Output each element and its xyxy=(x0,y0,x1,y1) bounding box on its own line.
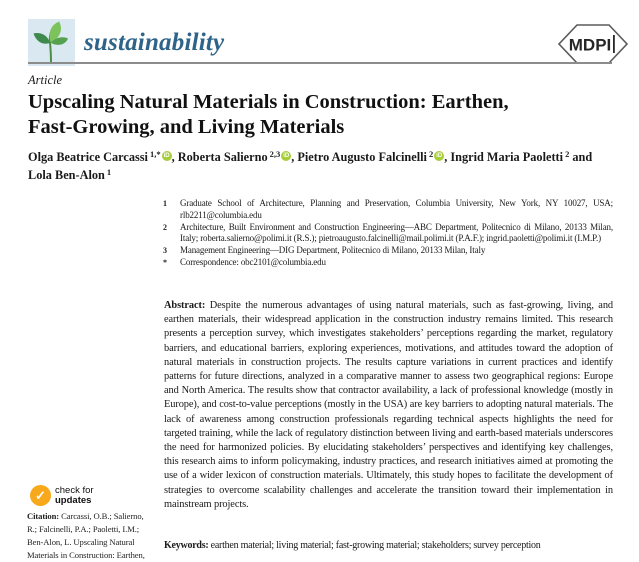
author-name: Ingrid Maria Paoletti xyxy=(450,150,564,164)
author-affiliation-sup: 1,* xyxy=(149,148,161,159)
article-type-label: Article xyxy=(28,73,63,87)
citation-label: Citation: xyxy=(27,511,60,521)
author-name: Roberta Salierno xyxy=(177,150,268,164)
author-affiliation-sup: 2 xyxy=(565,148,570,159)
author-name: Lola Ben-Alon xyxy=(28,168,105,182)
abstract xyxy=(164,299,613,512)
mdpi-logo[interactable] xyxy=(556,23,630,65)
citation-block xyxy=(27,510,154,562)
affiliation-text: Architecture, Built Environment and Construction Engineering—ABC Department, Politecnico di Milano, 20133 Milan, Italy; roberta.salierno@polimi.it (R.S.); pietroaugusto.falcinelli@mail.polimi.it (P.A.F.); ingrid.paoletti@polimi.it (I.M.P.) xyxy=(180,221,613,244)
affiliation-number: 1 xyxy=(163,199,167,208)
authors-line xyxy=(28,149,610,185)
orcid-icon[interactable]: iD xyxy=(163,153,170,159)
author xyxy=(28,150,172,164)
title-line-2: Fast-Growing, and Living Materials xyxy=(28,116,345,138)
check-icon: ✓ xyxy=(30,485,51,506)
keywords-label: Keywords: xyxy=(164,540,209,551)
author-affiliation-sup: 2 xyxy=(428,148,434,159)
article-title xyxy=(28,90,638,140)
abstract-text: Despite the numerous advantages of using natural materials, such as fast-growing, living, and earthen materials, their widespread application in the construction industry remains limited. This research presents a perception survey, which investigates stakeholders’ perceptions regarding the market, regulatory barriers, and educational barriers, exploring experiences, motivations, and attitudes toward the adoption of natural materials in construction projects. The results capture variations in current practices and identify patterns for future directions, analyzed in a comparative manner to assess two geographical regions: Europe and North America. The results show that contractor availability, a lack of professional knowledge (mostly in Europe), and cost-to-value perceptions (mostly in the USA) are key barriers to adopting natural materials. The lack of awareness among construction professionals regarding technical aspects highlights the need for targeted training, while the lack of regulatory distinction between living and earth-based materials underscores the need for harmonized policies. By elucidating stakeholders’ perspectives and identifying key challenges, this research aims to inform policymaking, industry practices, and research initiatives aimed at promoting the use of a wider lexicon of construction materials. Ultimately, this study hopes to facilitate the development of strategies to overcome scalability challenges and accelerate the transition toward their implementation in mainstream projects. xyxy=(164,300,614,510)
affiliation-number: 3 xyxy=(163,246,167,256)
affiliation-text: Management Engineering—DIG Department, Politecnico di Milano, 20133 Milan, Italy xyxy=(180,245,486,256)
affiliation-row xyxy=(163,198,613,222)
author xyxy=(297,150,444,164)
title-line-1: Upscaling Natural Materials in Construction: Earthen, xyxy=(28,91,509,113)
journal-name[interactable]: sustainability xyxy=(84,29,225,56)
check-updates-badge[interactable] xyxy=(30,485,94,506)
author-separator: , xyxy=(171,150,178,164)
author-affiliation-sup: 2,3 xyxy=(269,148,281,159)
author-separator: , xyxy=(291,150,298,164)
author-affiliation-sup: 1 xyxy=(106,166,112,177)
author-separator: and xyxy=(569,150,593,164)
author xyxy=(450,150,569,164)
author-separator: , xyxy=(444,150,451,164)
author xyxy=(178,150,291,164)
check-updates-label xyxy=(55,486,94,506)
affiliation-row xyxy=(163,222,613,246)
author-name: Pietro Augusto Falcinelli xyxy=(297,150,427,164)
mdpi-logo-bar xyxy=(613,35,615,53)
abstract-label: Abstract: xyxy=(164,300,206,311)
affiliation-row xyxy=(163,257,613,269)
keywords-text: earthen material; living material; fast-growing material; stakeholders; survey perception xyxy=(210,540,541,551)
check-updates-line1: check for xyxy=(55,484,94,496)
affiliation-number: 2 xyxy=(163,222,167,232)
affiliation-text: Graduate School of Architecture, Planning and Preservation, Columbia University, New York, NY 10027, USA; rlb2211@columbia.edu xyxy=(180,198,613,220)
orcid-icon[interactable]: iD xyxy=(283,153,290,159)
author xyxy=(28,168,111,182)
journal-logo[interactable] xyxy=(28,19,75,66)
author-name: Olga Beatrice Carcassi xyxy=(28,150,148,164)
affiliations xyxy=(163,198,613,269)
mdpi-logo-text: MDPI xyxy=(568,35,612,55)
correspondence-marker: * xyxy=(163,257,167,267)
orcid-icon[interactable]: iD xyxy=(436,153,443,159)
affiliation-row xyxy=(163,245,613,257)
citation-text: Carcassi, O.B.; Salierno, R.; Falcinelli, P.A.; Paoletti, I.M.; Ben-Alon, L. Upscaling Natural Materials in Construction: Earthen, xyxy=(27,511,145,560)
sprout-icon xyxy=(28,19,75,66)
correspondence-text: Correspondence: obc2101@columbia.edu xyxy=(180,256,326,267)
keywords xyxy=(164,540,639,551)
check-updates-line2: updates xyxy=(55,494,92,506)
header-rule xyxy=(28,62,612,64)
